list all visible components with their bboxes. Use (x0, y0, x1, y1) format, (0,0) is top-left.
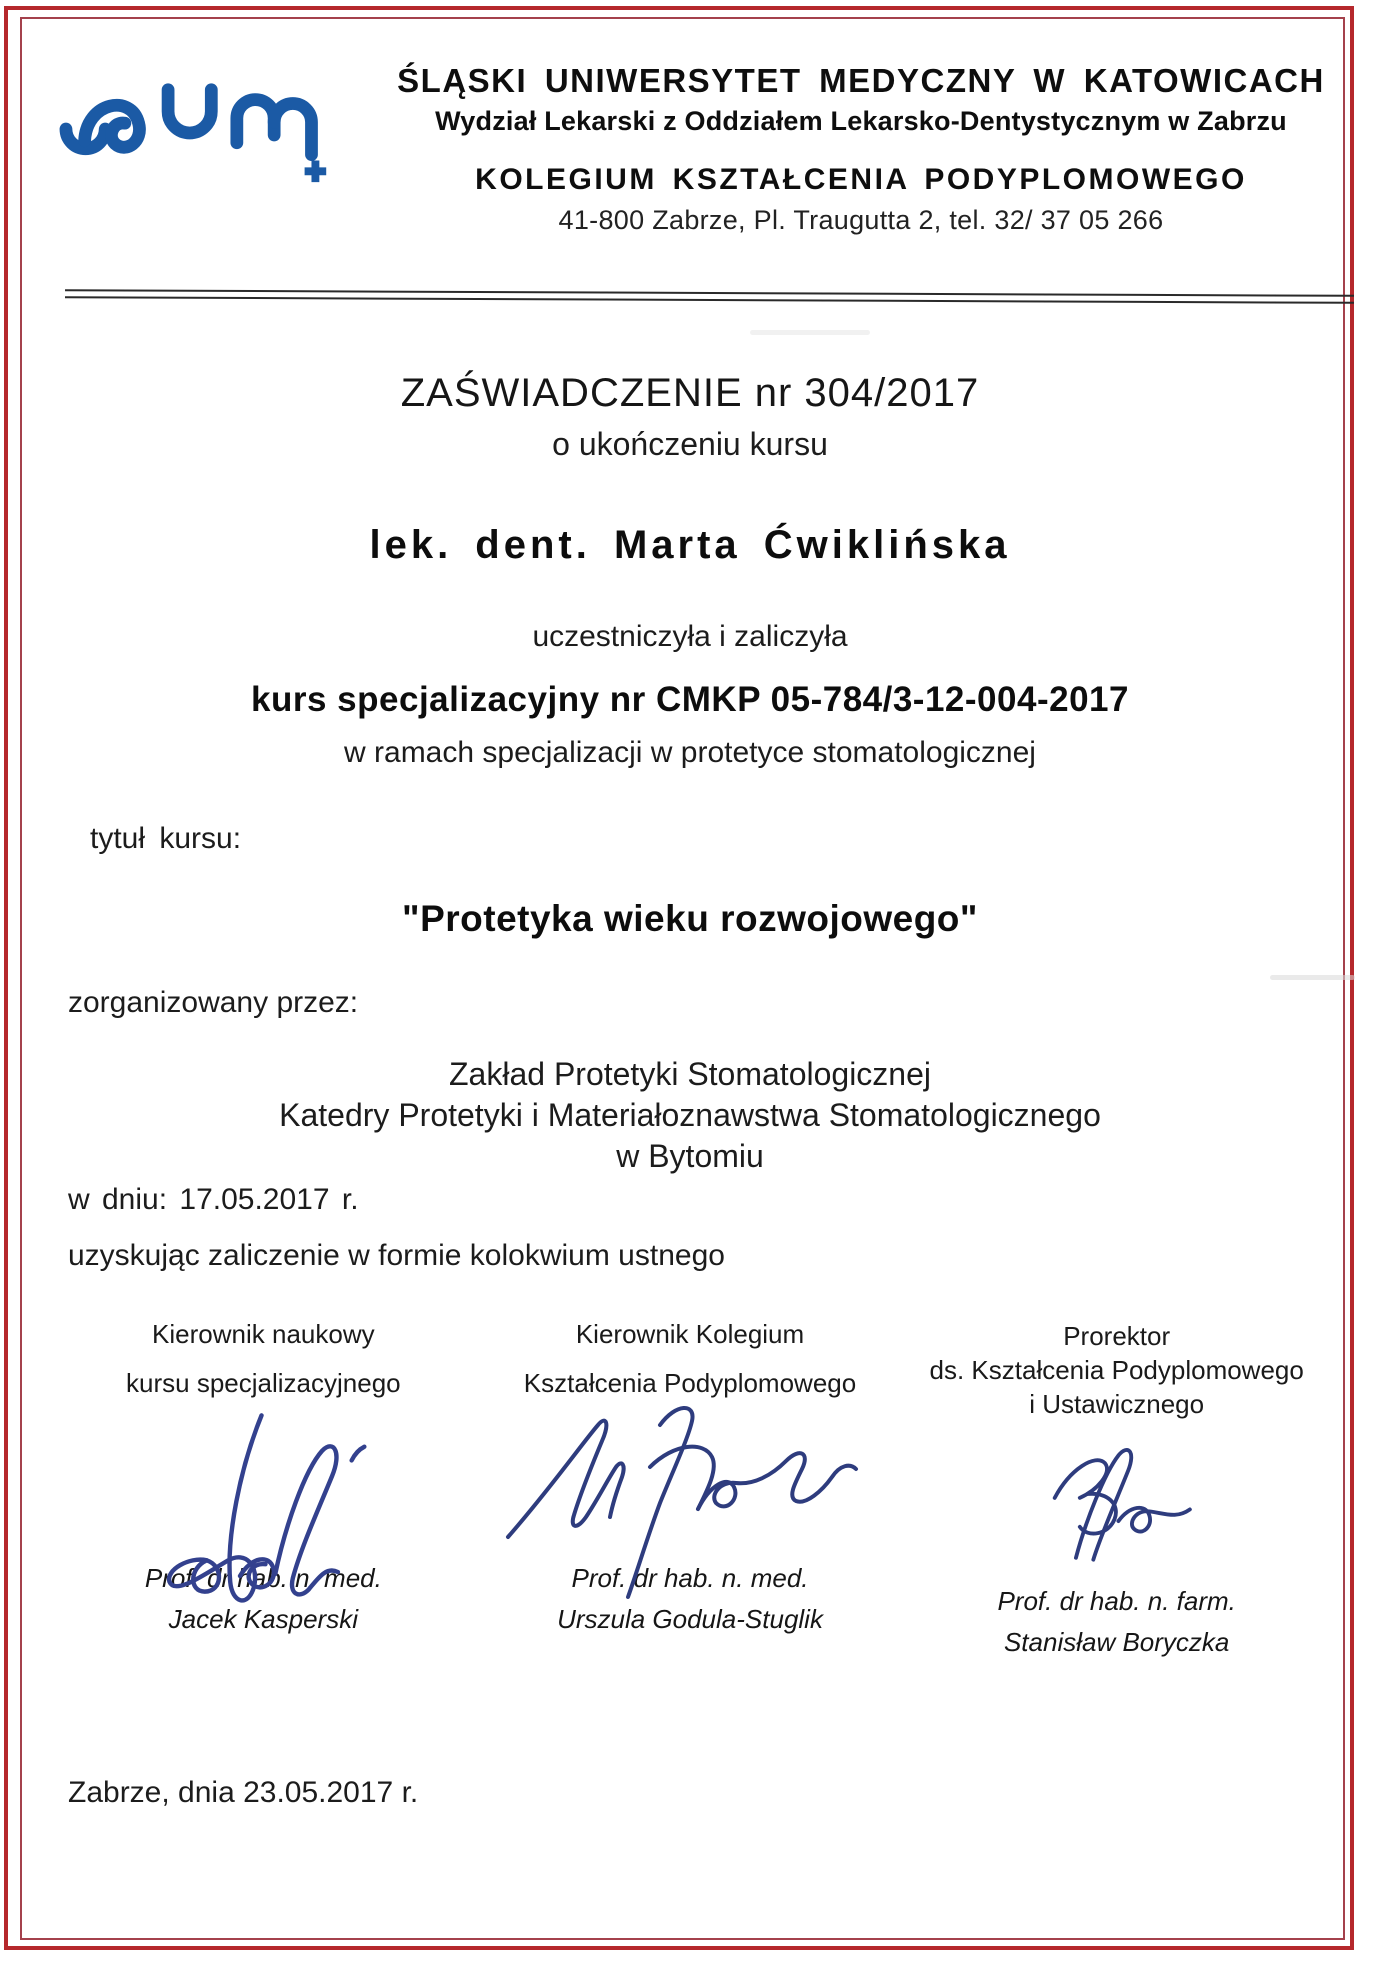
college-name: KOLEGIUM KSZTAŁCENIA PODYPLOMOWEGO (475, 163, 1247, 196)
sum-logo-icon (58, 76, 343, 186)
role-line: Kształcenia Podyplomowego (523, 1367, 857, 1398)
certificate-subtitle: o ukończeniu kursu (552, 426, 828, 462)
header (40, 62, 1340, 236)
signer-title: Prof. dr hab. n. med. (144, 1562, 382, 1593)
organizer-block (40, 1054, 1340, 1177)
signature-block-godula-stuglik (477, 1319, 904, 1658)
signature-area (903, 1436, 1330, 1586)
signature-block-kasperski (50, 1319, 477, 1658)
handwritten-signature-icon (1019, 1438, 1214, 1578)
course-title-label: tytuł kursu: (90, 822, 242, 855)
signature-block-boryczka (903, 1319, 1330, 1658)
role-line: Kierownik Kolegium (575, 1318, 805, 1349)
course-title: "Protetyka wieku rozwojowego" (402, 898, 978, 939)
organized-by-label: zorganizowany przez: (68, 986, 359, 1019)
completion-line: uzyskując zaliczenie w formie kolokwium ustnego (68, 1238, 725, 1272)
signer-title: Prof. dr hab. n. med. (571, 1562, 809, 1593)
role-line: Prorektor (1063, 1320, 1171, 1351)
double-rule-divider (65, 289, 1354, 304)
role-line: ds. Kształcenia Podyplomowego (929, 1355, 1304, 1386)
signer-name: Urszula Godula-Stuglik (557, 1603, 823, 1634)
signer-name: Stanisław Boryczka (1003, 1626, 1230, 1657)
logo-u (168, 90, 211, 133)
organizer-line-1: Zakład Protetyki Stomatologicznej (449, 1056, 931, 1092)
logo-plus-icon (305, 160, 327, 182)
recipient-name: lek. dent. Marta Ćwiklińska (369, 523, 1011, 567)
role-line: i Ustawicznego (1029, 1389, 1205, 1420)
header-text (388, 62, 1340, 236)
specialization-line: w ramach specjalizacji w protetyce stomatologicznej (344, 736, 1036, 769)
signature-area (477, 1413, 904, 1563)
participation-line: uczestniczyła i zaliczyła (532, 620, 848, 653)
course-date-line: w dniu: 17.05.2017 r. (68, 1182, 359, 1216)
college-address: 41-800 Zabrze, Pl. Traugutta 2, tel. 32/ 37 05 266 (558, 205, 1164, 235)
certificate-title: ZAŚWIADCZENIE nr 304/2017 (400, 371, 980, 415)
organizer-line-2: Katedry Protetyki i Materiałoznawstwa Stomatologicznego (279, 1096, 1101, 1133)
role-line: kursu specjalizacyjnego (126, 1367, 401, 1398)
place-and-date: Zabrze, dnia 23.05.2017 r. (68, 1775, 419, 1809)
course-number-line: kurs specjalizacyjny nr CMKP 05-784/3-12-004-2017 (251, 680, 1129, 719)
organizer-line-3: w Bytomiu (616, 1137, 764, 1174)
role-line: Kierownik naukowy (152, 1318, 375, 1349)
handwritten-signature-icon (500, 1397, 880, 1602)
signatures-row (50, 1319, 1330, 1658)
signer-title: Prof. dr hab. n. farm. (997, 1585, 1236, 1616)
certificate-content (40, 40, 1340, 1942)
handwritten-signature-icon (146, 1405, 381, 1650)
sum-logo (40, 62, 388, 191)
faculty-name: Wydział Lekarski z Oddziałem Lekarsko-Dentystycznym w Zabrzu (435, 106, 1287, 136)
university-name: ŚLĄSKI UNIWERSYTET MEDYCZNY W KATOWICACH (397, 62, 1325, 99)
signer-name: Jacek Kasperski (168, 1603, 358, 1634)
signature-area (50, 1413, 477, 1563)
